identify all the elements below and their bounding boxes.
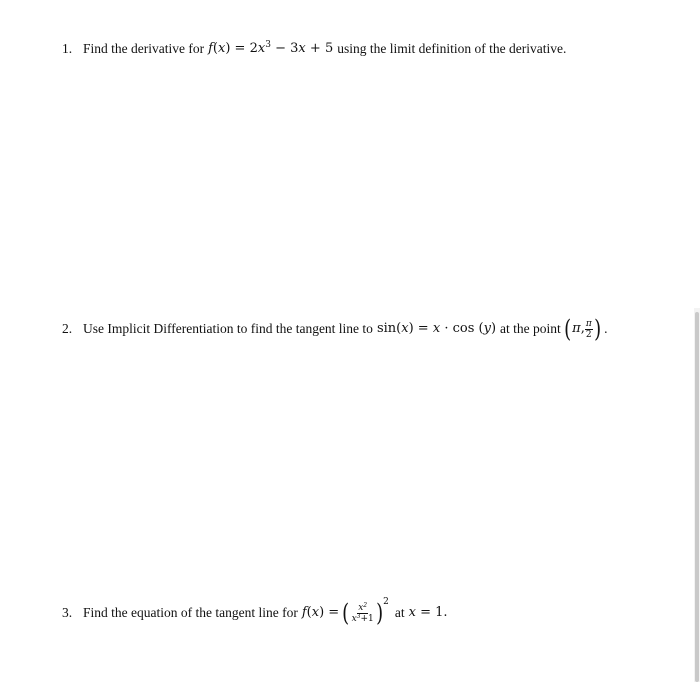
problem-number: 3. [62, 605, 73, 620]
problem-text-mid: at the point [500, 321, 561, 336]
math-expression: $f(x) = 2x^3 - 3x + 5$ [208, 40, 334, 56]
problem-1 [62, 39, 566, 59]
scrollbar-thumb[interactable] [695, 312, 699, 682]
problem-number: 2. [62, 321, 73, 336]
math-expression: f(x) = [301, 605, 340, 620]
point-expression: ( π , $\frac{\pi}{2}$ ) [563, 315, 601, 343]
fraction-expression: ( $\frac{x^2}{x^3+1}$ ) 2 [342, 597, 389, 627]
math-expression: sin(x) = x · cos (y) [376, 321, 497, 336]
problem-2: 2. Use Implicit Differentiation to find the tangent line to sin(x) = x · cos (y) at the point ( π , $\frac{\pi}{2}$ ) . [62, 315, 608, 343]
math-condition: x = 1. [408, 605, 448, 620]
problem-text: Find the derivative for [83, 41, 205, 56]
problem-3 [62, 597, 448, 627]
problem-text: Find the equation of the tangent line for [83, 605, 298, 620]
problem-text-mid: at [394, 605, 405, 620]
problem-text: Use Implicit Differentiation to find the tangent line to [83, 321, 373, 336]
problem-text-tail: using the limit definition of the derivative. [337, 41, 567, 56]
problem-number: 1. [62, 41, 73, 56]
